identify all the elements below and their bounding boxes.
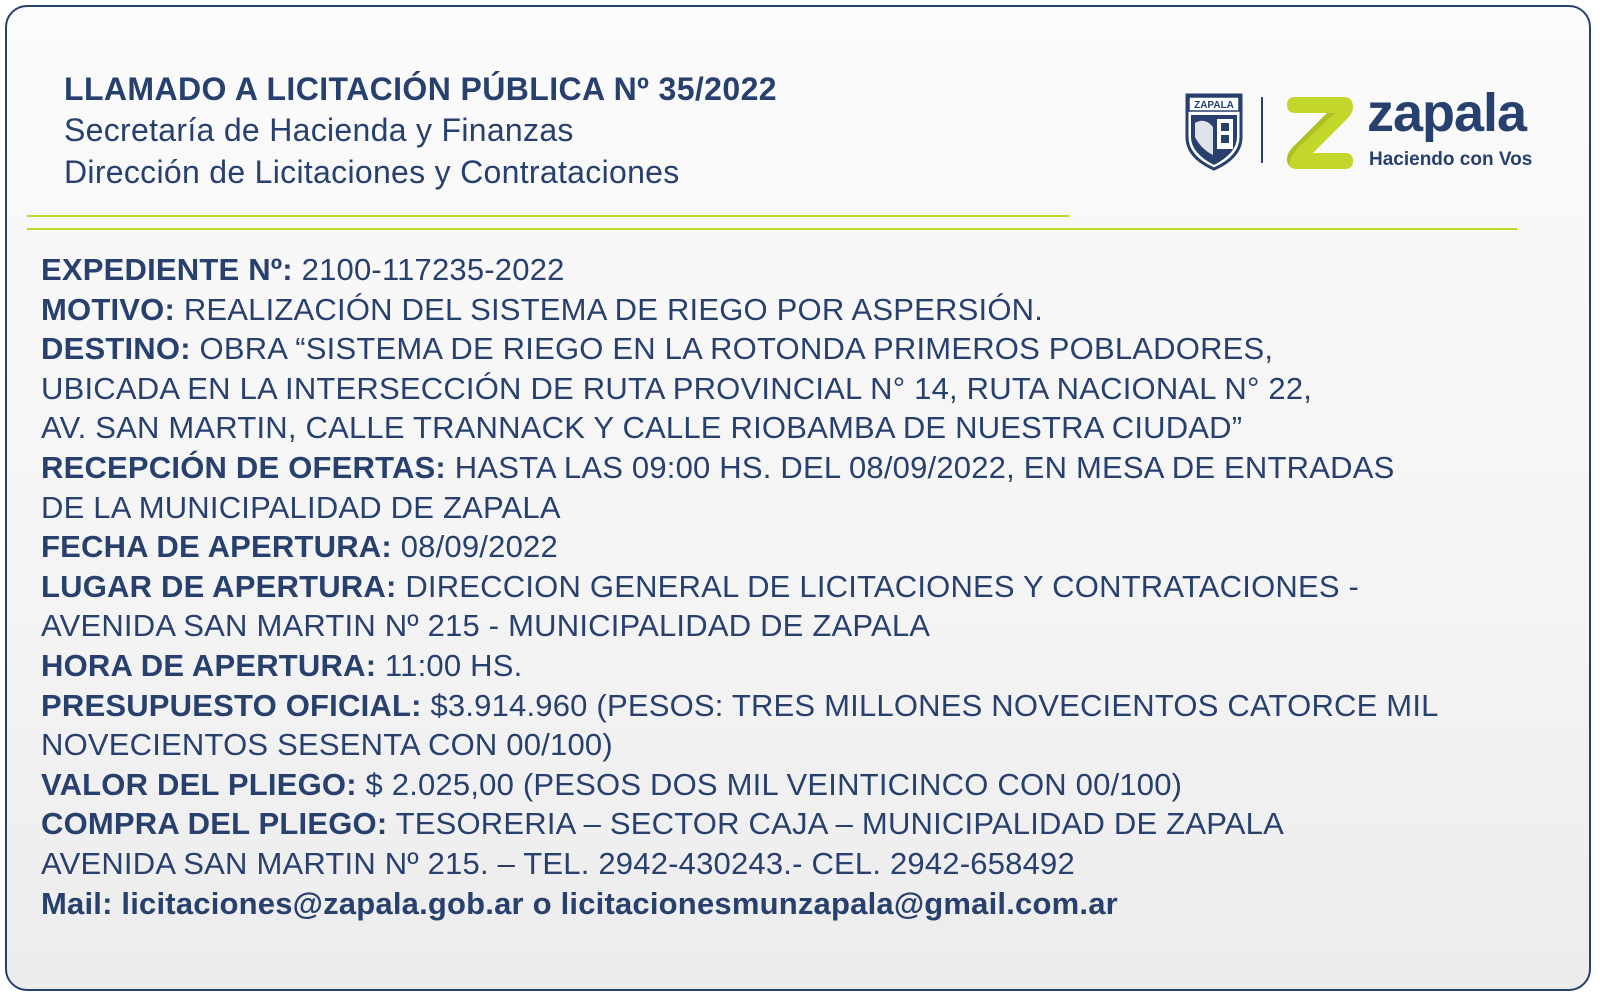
brand-wordmark: zapala [1367,83,1527,143]
brand-slogan: Haciendo con Vos [1369,149,1533,170]
hora-value: 11:00 HS. [376,647,523,683]
destino-row [41,329,1600,369]
compra-value-line2: AVENIDA SAN MARTIN Nº 215. – TEL. 2942-430243.- CEL. 2942-658492 [41,845,1075,881]
presupuesto-value-line1: $3.914.960 (PESOS: TRES MILLONES NOVECIENTOS CATORCE MIL [421,687,1439,723]
destino-label: DESTINO: [41,331,191,367]
notice-card [5,5,1591,991]
notice-title: LLAMADO A LICITACIÓN PÚBLICA Nº 35/2022 [64,71,777,107]
destino-value-line1: OBRA “SISTEMA DE RIEGO EN LA ROTONDA PRIMEROS POBLADORES, [190,331,1274,367]
presupuesto-value-line2: NOVECIENTOS SESENTA CON 00/100) [41,727,613,763]
shield-label: ZAPALA [1194,100,1234,111]
expediente-value: 2100-117235-2022 [292,252,565,287]
presupuesto-row [41,686,1600,726]
notice-subtitle-direccion: Dirección de Licitaciones y Contrataciones [64,154,680,190]
recepcion-value-line2: DE LA MUNICIPALIDAD DE ZAPALA [41,489,561,525]
fecha-label: FECHA DE APERTURA: [41,529,392,565]
destino-value-line2: UBICADA EN LA INTERSECCIÓN DE RUTA PROVINCIAL N° 14, RUTA NACIONAL N° 22, [41,370,1313,406]
lugar-value-line2: AVENIDA SAN MARTIN Nº 215 - MUNICIPALIDAD DE ZAPALA [41,608,931,644]
zapala-z-logo-icon [1283,91,1357,171]
lugar-row [41,567,1600,607]
presupuesto-label: PRESUPUESTO OFICIAL: [41,687,422,723]
recepcion-label: RECEPCIÓN DE OFERTAS: [41,449,446,485]
accent-rule-short [27,215,1069,217]
valor-label: VALOR DEL PLIEGO: [41,766,357,802]
accent-rule-long [27,228,1517,230]
expediente-row [41,250,1600,290]
hora-row [41,646,1600,686]
lugar-value-line1: DIRECCION GENERAL DE LICITACIONES Y CONTRATACIONES - [396,568,1360,604]
valor-value: $ 2.025,00 (PESOS DOS MIL VEINTICINCO CON 00/100) [356,766,1183,802]
motivo-value: REALIZACIÓN DEL SISTEMA DE RIEGO POR ASPERSIÓN. [175,291,1044,327]
expediente-label: EXPEDIENTE Nº: [41,252,293,287]
recepcion-value-line1: HASTA LAS 09:00 HS. DEL 08/09/2022, EN MESA DE ENTRADAS [445,449,1395,485]
logo-divider [1261,97,1263,163]
motivo-row [41,290,1600,330]
notice-header [64,69,777,193]
lugar-label: LUGAR DE APERTURA: [41,568,397,604]
hora-label: HORA DE APERTURA: [41,647,377,683]
compra-value-line1: TESORERIA – SECTOR CAJA – MUNICIPALIDAD DE ZAPALA [387,806,1284,842]
notice-details [41,250,1600,923]
mail-contact: Mail: licitaciones@zapala.gob.ar o licitacionesmunzapala@gmail.com.ar [41,885,1118,921]
compra-row [41,804,1600,844]
fecha-row [41,527,1600,567]
notice-subtitle-secretaria: Secretaría de Hacienda y Finanzas [64,112,574,148]
logo-group [1185,83,1555,179]
fecha-value: 08/09/2022 [391,529,558,565]
motivo-label: MOTIVO: [41,291,175,327]
compra-label: COMPRA DEL PLIEGO: [41,806,388,842]
destino-value-line3: AV. SAN MARTIN, CALLE TRANNACK Y CALLE RIOBAMBA DE NUESTRA CIUDAD” [41,410,1243,446]
valor-row [41,765,1600,805]
zapala-shield-icon [1185,93,1243,171]
recepcion-row [41,448,1600,488]
